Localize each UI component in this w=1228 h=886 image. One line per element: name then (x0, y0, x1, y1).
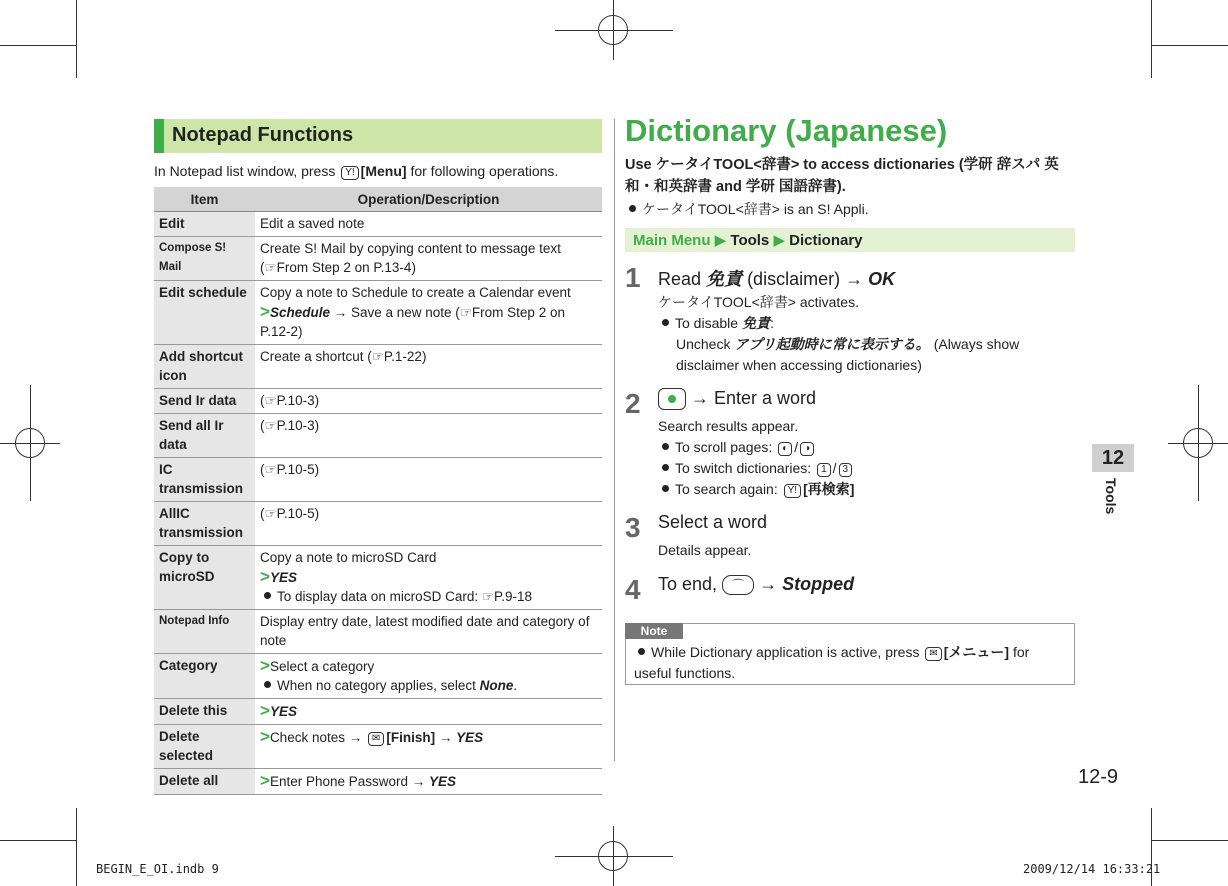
step-number: 2 (625, 388, 641, 419)
right-key-icon: ◑ (800, 442, 814, 456)
bullet-icon (662, 485, 669, 492)
reference-icon: ☞ (264, 393, 277, 408)
step-instruction: Select a word (658, 512, 768, 532)
table-row: Edit Edit a saved note (154, 212, 602, 237)
step-instruction: To end, ⌒ → Stopped (658, 574, 855, 594)
reference-icon: ☞ (264, 418, 277, 433)
table-row: Category >Select a category When no category applies, select None. (154, 654, 602, 699)
step-arrow-icon: > (260, 567, 270, 586)
footer-timestamp: 2009/12/14 16:33:21 (1023, 862, 1161, 876)
chapter-tab: 12 (1092, 444, 1134, 472)
step-arrow-icon: > (260, 656, 270, 675)
note-label: Note (625, 623, 683, 639)
crop-mark (1151, 0, 1152, 78)
menu-key-icon: Y! (341, 166, 358, 180)
mail-key-icon: ✉ (925, 647, 941, 661)
three-key-icon: 3 (839, 463, 853, 477)
lead-text: Use ケータイTOOL<辞書> to access dictionaries (学研 辞スパ 英和・和英辞書 and 学研 国語辞書). (625, 157, 1059, 195)
center-key-icon (658, 388, 686, 410)
heading-accent-bar (154, 119, 164, 153)
step-detail: Search results appear. To scroll pages: ◐ / ◑ To switch dictionaries: 1 / 3 To search again: Y! [再検索] (658, 418, 855, 497)
table-row: Compose S! Mail Create S! Mail by copying content to message text (☞From Step 2 on P.13-4) (154, 237, 602, 281)
page-number: 12-9 (1078, 766, 1119, 788)
table-row: Add shortcut icon Create a shortcut (☞P.1-22) (154, 345, 602, 389)
path-arrow-icon: ▶ (773, 232, 785, 249)
crop-mark (1151, 840, 1228, 841)
crop-mark (613, 0, 614, 60)
table-row: Delete selected >Check notes → ✉ [Finish] → YES (154, 725, 602, 769)
bullet-icon (662, 464, 669, 471)
crop-mark (1198, 385, 1199, 501)
bullet-icon (264, 592, 271, 599)
path-arrow-icon: ▶ (714, 232, 727, 249)
step-number: 3 (625, 512, 641, 543)
bullet-icon (264, 681, 271, 688)
column-header-item: Item (154, 187, 255, 212)
bullet-icon (662, 443, 669, 450)
crop-mark (30, 385, 31, 501)
crop-mark (1151, 45, 1228, 46)
reference-icon: ☞ (264, 260, 277, 275)
crop-mark (76, 808, 77, 886)
crop-mark (0, 45, 76, 46)
step-arrow-icon: > (260, 727, 270, 746)
step-instruction: → Enter a word (658, 388, 816, 410)
left-key-icon: ◐ (778, 442, 792, 456)
section-title: Notepad Functions (172, 124, 354, 146)
yahoo-key-icon: Y! (784, 484, 801, 498)
reference-icon: ☞ (459, 305, 472, 320)
end-key-icon: ⌒ (722, 575, 754, 595)
reference-icon: ☞ (481, 589, 494, 604)
reference-icon: ☞ (264, 506, 277, 521)
table-row: Send Ir data (☞P.10-3) (154, 389, 602, 414)
step-instruction: Read 免責 (disclaimer) → OK (658, 269, 896, 289)
column-divider (614, 119, 615, 761)
crop-mark (76, 0, 77, 78)
column-header-operation: Operation/Description (255, 187, 602, 212)
table-row: Delete all >Enter Phone Password → YES (154, 769, 602, 795)
table-row: AllIC transmission (☞P.10-5) (154, 502, 602, 546)
menu-path: Main Menu ▶ Tools ▶ Dictionary (625, 228, 1075, 252)
table-row: Delete this >YES (154, 699, 602, 725)
step-detail: ケータイTOOL<辞書> activates. To disable 免責: Uncheck アプリ起動時に常に表示する。 (Always show disclaimer when accessing dictionaries) (658, 294, 1020, 373)
bullet-icon (638, 648, 645, 655)
crop-mark (0, 840, 76, 841)
table-row: Copy to microSD Copy a note to microSD Card >YES To display data on microSD Card: ☞P.9-18 (154, 546, 602, 610)
step-arrow-icon: > (260, 701, 270, 720)
bullet-icon (629, 205, 636, 212)
step-arrow-icon: > (260, 302, 270, 321)
step-arrow-icon: > (260, 771, 270, 790)
one-key-icon: 1 (817, 463, 831, 477)
step-number: 4 (625, 574, 641, 605)
crop-mark (555, 856, 673, 857)
table-row: Notepad Info Display entry date, latest modified date and category of note (154, 610, 602, 654)
note-text: While Dictionary application is active, press ✉ [メニュー] for useful functions. (634, 644, 1030, 681)
reference-icon: ☞ (264, 462, 277, 477)
operations-table (154, 187, 602, 795)
chapter-label: Tools (1103, 478, 1119, 515)
intro-text: In Notepad list window, press Y! [Menu] for following operations. (154, 163, 559, 179)
reference-icon: ☞ (371, 349, 384, 364)
crop-mark (555, 30, 673, 31)
table-row: IC transmission (☞P.10-5) (154, 458, 602, 502)
section-heading (154, 119, 602, 153)
step-detail: Details appear. (658, 542, 752, 558)
step-number: 1 (625, 262, 641, 293)
crop-mark (613, 826, 614, 886)
bullet-icon (662, 319, 669, 326)
table-row: Edit schedule Copy a note to Schedule to create a Calendar event >Schedule → Save a new note (☞From Step 2 on P.12-2) (154, 281, 602, 345)
page-title: Dictionary (Japanese) (625, 113, 948, 148)
footer-file: BEGIN_E_OI.indb 9 (96, 862, 219, 876)
mail-key-icon: ✉ (368, 732, 384, 746)
table-header-row (154, 187, 602, 212)
table-row: Send all Ir data (☞P.10-3) (154, 414, 602, 458)
info-bullet: ケータイTOOL<辞書> is an S! Appli. (625, 199, 869, 219)
